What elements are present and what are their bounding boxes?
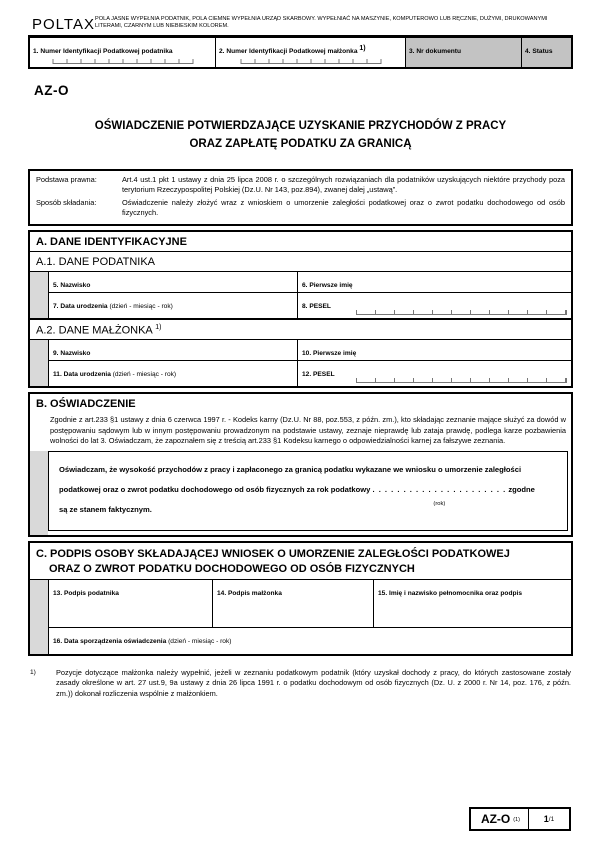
submission-method-label: Sposób składania: <box>36 198 97 208</box>
section-c-table <box>30 580 571 654</box>
spouse-firstname-field[interactable] <box>298 340 571 360</box>
spouse-surname-field[interactable] <box>49 340 298 360</box>
year-fill-in-line[interactable] <box>372 485 507 508</box>
field-label: 10. Pierwsze imię <box>302 350 357 358</box>
footnote-ref: 1) <box>155 323 162 331</box>
table-row <box>49 628 571 654</box>
gray-gutter <box>30 451 48 535</box>
form-title <box>28 118 573 154</box>
field-label: 16. Data sporządzenia oświadczenia (dzień - miesiąc - rok) <box>53 637 232 645</box>
dotted-line: . . . . . . . . . . . . . . . . . . . . . . <box>372 485 507 495</box>
character-comb <box>356 310 567 315</box>
field-label: 8. PESEL <box>302 302 331 310</box>
submission-method-row <box>36 198 565 218</box>
section-a2-title: A.2. DANE MAŁŻONKA $^{1)}$ <box>30 319 571 341</box>
page-indicator: 1 /1 <box>543 814 555 824</box>
filling-instructions: POLA JASNE WYPEŁNIA PODATNIK, POLA CIEMNE WYPEŁNIA URZĄD SKARBOWY. WYPEŁNIAĆ NA MASZYNIE, KOMPUTEROWO LUB RĘCZNIE, DUŻYMI, DRUKOWANYMI LITERAMI, CZARNYM LUB NIEBIESKIM KOLOREM. <box>95 16 548 30</box>
section-c-title-line2: ORAZ O ZWROT PODATKU DOCHODOWEGO OD OSÓB FIZYCZNYCH <box>49 562 415 575</box>
proxy-signature-field[interactable] <box>374 580 571 627</box>
form-header <box>28 12 573 33</box>
penal-code-notice: Zgodnie z art.233 §1 ustawy z dnia 6 czerwca 1997 r. - Kodeks karny (Dz.U. Nr 88, poz.553, z późn. zm.), kto składając zeznanie mające służyć za dowód w postępowaniu sądowym lub w innym postępowaniu prowadzonym na podstawie ustawy, zeznaje nieprawdę lub zataja prawdę, podlega karze pozbawienia wolności do lat 3. Oświadczam, że zapoznałem się z treścią art.233 §1 Kodeksu karnego o odpowiedzialności karnej za fałszywe zeznania. <box>50 415 566 445</box>
table-row <box>49 361 571 386</box>
footnote-marker: 1) <box>30 668 36 676</box>
declaration-date-field[interactable] <box>49 628 571 654</box>
section-a2-table <box>30 340 571 386</box>
footnote <box>28 668 573 699</box>
nip-taxpayer-field[interactable] <box>30 38 216 67</box>
footer-form-code: AZ-O $^{(1)}$ <box>471 809 529 829</box>
form-code: AZ-O <box>34 83 69 98</box>
taxpayer-pesel-field[interactable] <box>298 293 571 318</box>
field-label: 9. Nazwisko <box>53 350 91 358</box>
section-c <box>28 541 573 656</box>
form-footer-box <box>469 807 571 831</box>
declaration-wrap <box>30 451 571 535</box>
table-row <box>49 580 571 628</box>
gray-gutter <box>30 272 48 318</box>
legal-basis-text: Art.4 ust.1 pkt 1 ustawy z dnia 25 lipca 2008 r. o szczególnych rozwiązaniach dla podatników uzyskujących niektóre przychody poza terytorium Rzeczypospolitej Polskiej (Dz.U. Nr 143, poz.894), zwanej dalej „ustawą”. <box>122 174 565 194</box>
legal-basis-row <box>36 175 565 195</box>
declaration-text-part1: Oświadczam, że wysokość przychodów z pracy i zapłaconego za granicą podatku wykazane we wniosku o umorzenie zaległości podatkowej oraz o zwrot podatku dochodowego od osób fizycznych za rok podatkowy <box>59 465 522 495</box>
document-number-field <box>406 38 522 67</box>
table-row <box>49 293 571 318</box>
legal-basis-label: Podstawa prawna: <box>36 174 97 184</box>
declaration-box[interactable] <box>48 451 568 531</box>
taxpayer-signature-field[interactable] <box>49 580 213 627</box>
nip-spouse-label: 2. Numer Identyfikacji Podatkowej małżonka $^{1)}$ <box>219 44 366 55</box>
section-b <box>28 392 573 537</box>
field-label: 7. Data urodzenia (dzień - miesiąc - rok) <box>53 302 173 310</box>
spouse-birthdate-field[interactable] <box>49 361 298 386</box>
legal-basis-box <box>28 169 573 226</box>
form-title-line2: ORAZ ZAPŁATĘ PODATKU ZA GRANICĄ <box>189 137 412 150</box>
field-label: 15. Imię i nazwisko pełnomocnika oraz podpis <box>378 589 523 597</box>
footnote-text: Pozycje dotyczące małżonka należy wypełnić, jeżeli w zeznaniu podatkowym podatnik (który uzyskał dochody z pracy, do których zastosowane zostały zasady określone w art. 27 ust.9, 9a ustawy z dnia 26 lipca 1991 r. o podatku dochodowym od osób fizycznych (Dz. U. z 2000 r. Nr 14, poz. 176, z późn. zm.)) dokonał rozliczenia wspólnie z małżonkiem. <box>56 667 571 698</box>
gray-gutter <box>30 580 48 654</box>
form-version: (1) <box>513 817 520 823</box>
document-number-label: 3. Nr dokumentu <box>409 48 462 55</box>
taxpayer-firstname-field[interactable] <box>298 272 571 292</box>
section-b-title: B. OŚWIADCZENIE <box>36 398 136 411</box>
submission-method-text: Oświadczenie należy złożyć wraz z wnioskiem o umorzenie zaległości podatkowej oraz o zwrot podatku dochodowego od osób fizycznych. <box>122 198 565 218</box>
section-a1-title: A.1. DANE PODATNIKA <box>30 252 571 272</box>
section-a1-table <box>30 272 571 319</box>
declaration-text-part2: zgodne <box>506 485 535 495</box>
gray-gutter <box>30 340 48 386</box>
taxpayer-birthdate-field[interactable] <box>49 293 298 318</box>
identification-row <box>28 38 573 69</box>
section-c-title <box>30 543 571 580</box>
character-comb <box>356 378 567 383</box>
field-label: 14. Podpis małżonka <box>217 589 282 597</box>
section-a <box>28 230 573 389</box>
character-comb <box>240 59 381 64</box>
field-label: 13. Podpis podatnika <box>53 589 119 597</box>
footnote-ref: 1) <box>359 44 366 52</box>
table-row <box>49 272 571 293</box>
section-c-title-line1: C. PODPIS OSOBY SKŁADAJĄCEJ WNIOSEK O UMORZENIE ZALEGŁOŚCI PODATKOWEJ <box>36 548 510 561</box>
nip-taxpayer-label: 1. Numer Identyfikacji Podatkowej podatnika <box>33 48 173 55</box>
spouse-pesel-field[interactable] <box>298 361 571 386</box>
form-title-line1: OŚWIADCZENIE POTWIERDZAJĄCE UZYSKANIE PRZYCHODÓW Z PRACY <box>94 120 507 132</box>
table-row <box>49 340 571 361</box>
year-hint: (rok) <box>433 501 446 508</box>
spouse-signature-field[interactable] <box>213 580 374 627</box>
poltax-logo: POLTAX <box>32 16 95 33</box>
status-field <box>522 38 571 67</box>
character-comb <box>52 59 193 64</box>
taxpayer-surname-field[interactable] <box>49 272 298 292</box>
field-label: 5. Nazwisko <box>53 281 91 289</box>
nip-spouse-field[interactable] <box>216 38 406 67</box>
field-label: 6. Pierwsze imię <box>302 281 353 289</box>
declaration-text-part3: są ze stanem faktycznym. <box>59 505 152 515</box>
section-a-title: A. DANE IDENTYFIKACYJNE <box>30 232 571 252</box>
status-label: 4. Status <box>525 48 553 55</box>
field-label: 11. Data urodzenia (dzień - miesiąc - rok) <box>53 371 177 379</box>
field-label: 12. PESEL <box>302 371 335 379</box>
